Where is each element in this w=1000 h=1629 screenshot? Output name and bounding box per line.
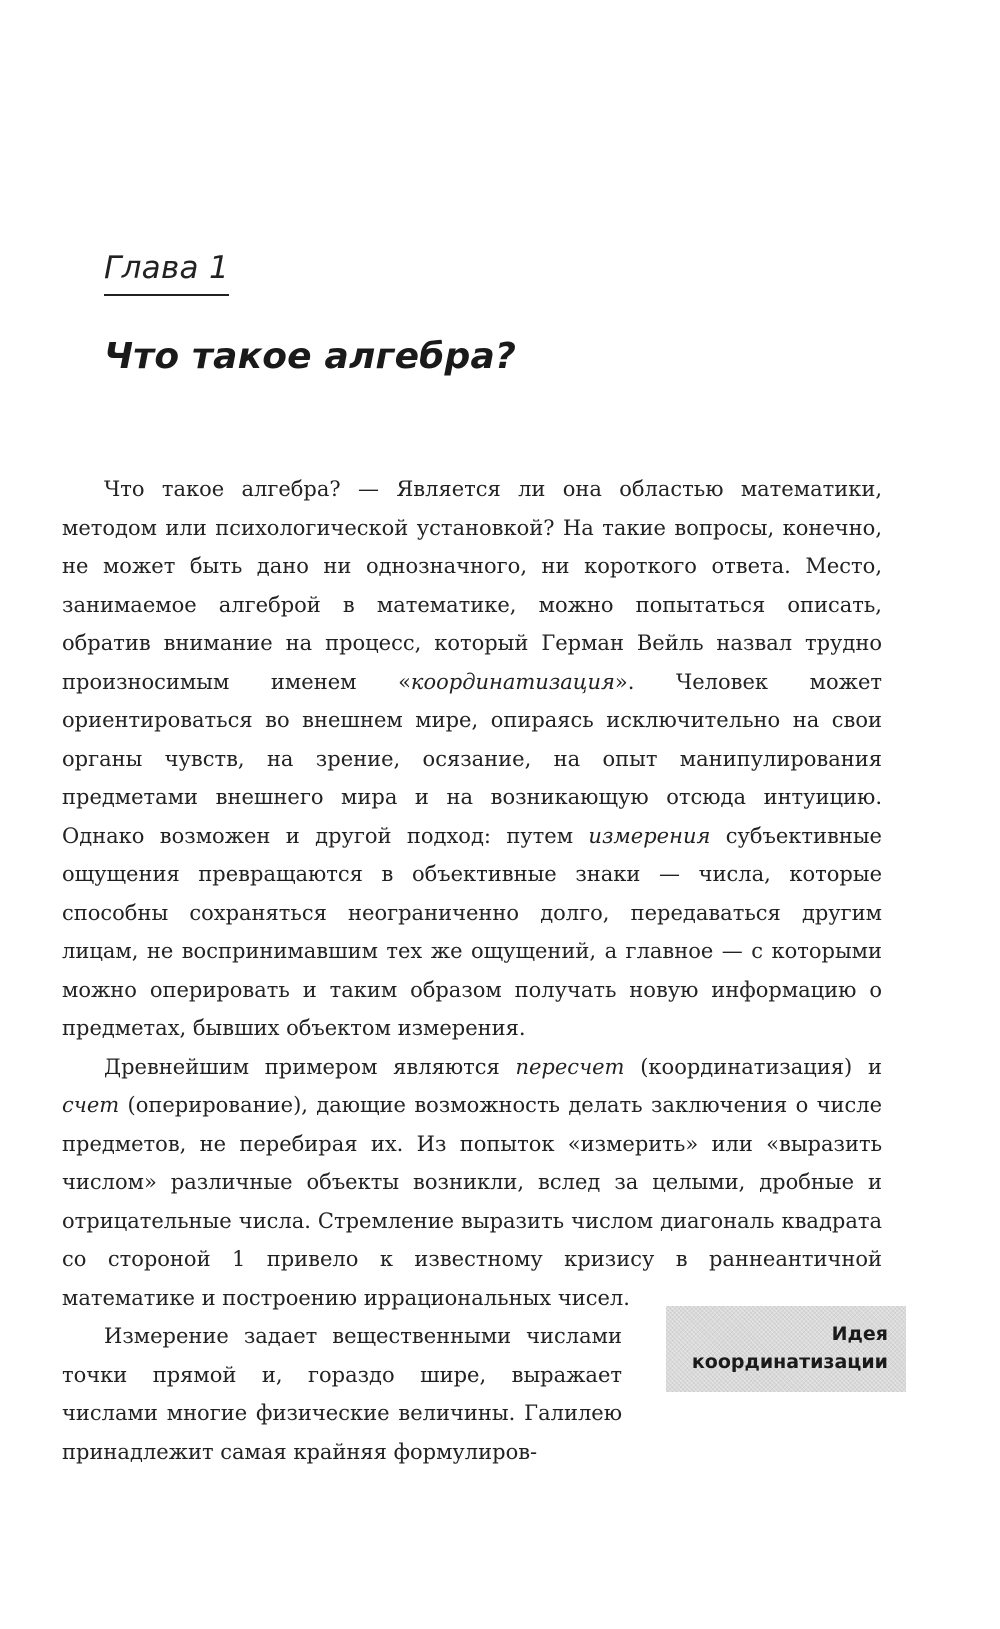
paragraph-1 [62, 470, 882, 1048]
chapter-title: Что такое алгебра? [104, 336, 517, 377]
paragraph-2-text-c: (оперирование), дающие возможность делать заключения о числе предметов, не перебирая их. Из попыток «измерить» или «выразить числом» различные объекты возникли, вслед за целыми, дробные и отрицательные числа. Стремление выразить числом диагональ квадрата со стороной 1 привело к известному кризису в раннеантичной математике и построению иррациональных чисел. [62, 1093, 882, 1310]
margin-note-line-2: координатизации [691, 1351, 888, 1373]
paragraph-1-emphasis-b: измерения [588, 823, 711, 848]
paragraph-3-text: Измерение задает вещественными числами точки прямой и, гораздо шире, выражает числами многие физические величины. Галилею принадлежит самая крайняя формулиров- [62, 1324, 622, 1464]
paragraph-2 [62, 1048, 882, 1318]
chapter-label: Глава 1 [104, 248, 229, 296]
paragraph-2-text-b: (координатизация) и [624, 1054, 882, 1079]
paragraph-1-text-b: ». Человек может ориентироваться во внешнем мире, опираясь исключительно на свои органы чувств, на зрение, осязание, на опыт манипулирования предметами внешнего мира и на возникающую отсюда интуицию. Однако возможен и другой подход: путем [62, 669, 882, 848]
paragraph-1-text-a: Что такое алгебра? — Является ли она областью математики, методом или психологической установкой? На такие вопросы, конечно, не может быть дано ни однозначного, ни короткого ответа. Место, занимаемое алгеброй в математике, можно попытаться описать, обратив внимание на процесс, который Герман Вейль назвал трудно произносимым именем « [62, 477, 882, 694]
paragraph-2-emphasis-a: пересчет [515, 1054, 625, 1079]
margin-note [666, 1306, 906, 1392]
paragraph-1-emphasis-a: координатизация [410, 669, 615, 694]
paragraph-3 [62, 1317, 622, 1471]
paragraph-2-emphasis-b: счет [62, 1093, 120, 1117]
paragraph-1-text-c: субъективные ощущения превращаются в объективные знаки — числа, которые способны сохраняться неограниченно долго, передаваться другим лицам, не воспринимавшим тех же ощущений, а главное — с которыми можно оперировать и таким образом получать новую информацию о предметах, бывших объектом измерения. [62, 823, 882, 1040]
paragraph-2-text-a: Древнейшим примером являются [104, 1054, 516, 1079]
margin-note-line-1: Идея [831, 1323, 888, 1345]
